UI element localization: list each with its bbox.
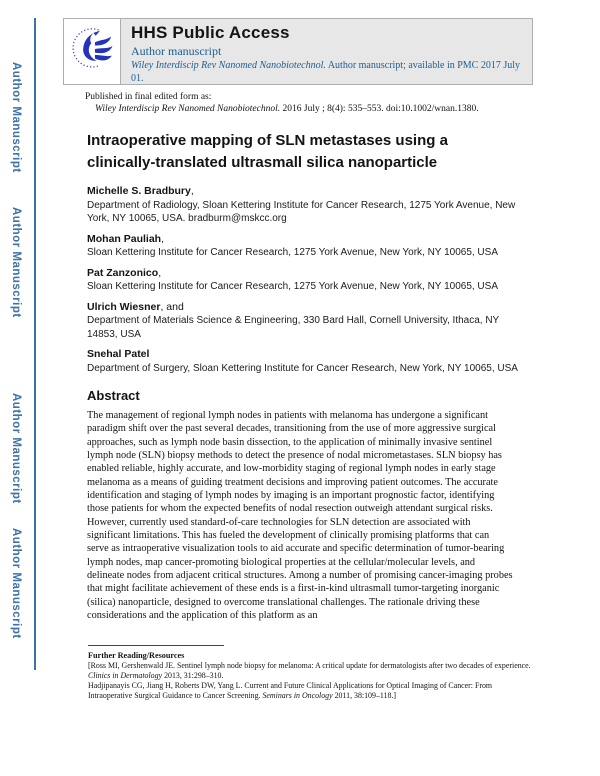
author-block — [87, 267, 527, 294]
author-affiliation: Department of Surgery, Sloan Kettering Institute for Cancer Research, New York, NY 10065, USA — [87, 362, 518, 374]
page-content — [63, 0, 533, 623]
banner-availability: Author manuscript; available in PMC 2017 July 01. — [131, 60, 521, 84]
author-name — [87, 267, 527, 281]
sidebar-divider-line — [34, 18, 36, 670]
published-as-block — [85, 91, 533, 115]
footnote-block — [88, 645, 533, 701]
hhs-logo-box — [64, 19, 121, 84]
article-title: Intraoperative mapping of SLN metastases using a clinically-translated ultrasmall silica nanoparticle — [87, 132, 448, 171]
author-name-suffix: , — [158, 266, 162, 279]
author-name — [87, 185, 527, 199]
author-affiliation: Sloan Kettering Institute for Cancer Research, 1275 York Avenue, New York, NY 10065, USA — [87, 281, 498, 292]
author-name-suffix: , — [190, 185, 194, 197]
author-affiliation: Department of Radiology, Sloan Kettering Institute for Cancer Research, 1275 York Avenue, New York, NY 10065, USA. bradburm@mskcc.org — [87, 199, 516, 224]
reference-2-details: 2011, 38:109–118.] — [332, 691, 397, 700]
author-name-suffix: , — [161, 232, 165, 245]
published-as-label: Published in final edited form as: — [85, 92, 212, 102]
reference-1-details: 2013, 31:298–310. — [162, 671, 224, 680]
footnote-heading: Further Reading/Resources — [88, 651, 185, 660]
sidebar-watermark-4: Author Manuscript — [10, 528, 22, 639]
hhs-eagle-icon — [70, 22, 114, 81]
banner-text — [121, 19, 532, 84]
reference-2-text: Hadjipanayis CG, Jiang H, Roberts DW, Yang L. Current and Future Clinical Applications for Optical Imaging of Cancer: From Intraoperative Surgical Guidance to Cancer Screening. — [88, 681, 493, 700]
banner-title: HHS Public Access — [131, 23, 290, 42]
citation-details: 2016 July ; 8(4): 535–553. doi:10.1002/wnan.1380. — [280, 104, 479, 114]
citation-line — [95, 103, 533, 115]
author-block — [87, 233, 527, 260]
reference-1-text: [Ross MI, Gershenwald JE. Sentinel lymph node biopsy for melanoma: A critical update for dermatologists after two decades of experience. — [88, 661, 531, 670]
author-name-suffix: , and — [160, 300, 184, 313]
abstract-text: The management of regional lymph nodes in patients with melanoma has undergone a significant paradigm shift over the past several decades, transitioning from the use of more aggressive surgical approaches, such as lymph node basin dissection, to the application of minimally invasive sentinel lymph node (SLN) biopsy methods to detect the presence of nodal micrometastases. SLN biopsy has enabled reliable, highly accurate, and low-morbidity staging of regional lymph nodes in early stage melanoma as a means of guiding treatment decisions and improving patient outcomes. The accurate identification and staging of lymph nodes by imaging is an important prognostic factor, identifying those patients for whom the expected benefits of nodal resection outweigh attendant surgical risks. However, currently used standard-of-care technologies for SLN detection are associated with significant limitations. This has fueled the development of clinically promising platforms that can serve as intraoperative visualization tools to aid accurate and specific determination of tumor-bearing lymph nodes, map cancer-promoting biological properties at the cellular/molecular levels, and delineate nodes from adjacent critical structures. Among a number of promising cancer-imaging probes that might facilitate achievement of these ends is a first-in-kind ultrasmall tumor-targeting inorganic (silica) nanoparticle, designed to overcome translational challenges. The rationale driving these considerations and the application of this platform as an — [87, 410, 513, 622]
sidebar-watermark-1: Author Manuscript — [10, 62, 22, 173]
author-name-text: Snehal Patel — [87, 348, 150, 360]
author-name-text: Pat Zanzonico — [87, 266, 159, 279]
author-block — [87, 301, 527, 342]
author-name-text: Michelle S. Bradbury — [87, 185, 191, 197]
author-list — [87, 185, 527, 375]
banner-journal-name: Wiley Interdiscip Rev Nanomed Nanobiotechnol. — [131, 60, 326, 71]
abstract-heading: Abstract — [87, 388, 140, 403]
sidebar-watermark-3: Author Manuscript — [10, 393, 22, 504]
banner-citation — [131, 60, 522, 84]
footnote-references — [88, 661, 533, 701]
author-affiliation: Sloan Kettering Institute for Cancer Research, 1275 York Avenue, New York, NY 10065, USA — [87, 247, 498, 258]
citation-journal-name: Wiley Interdiscip Rev Nanomed Nanobiotechnol. — [95, 104, 281, 114]
author-name — [87, 233, 527, 247]
author-affiliation: Department of Materials Science & Engineering, 330 Bard Hall, Cornell University, Ithaca, NY 14853, USA — [87, 315, 500, 340]
author-name-text: Ulrich Wiesner — [87, 300, 161, 313]
reference-2-journal: Seminars in Oncology — [262, 691, 333, 700]
author-name-text: Mohan Pauliah — [87, 232, 162, 245]
banner-subtitle: Author manuscript — [131, 44, 222, 58]
author-name — [87, 348, 527, 362]
reference-1-journal: Clinics in Dermatology — [88, 671, 163, 680]
author-block — [87, 348, 527, 375]
author-block — [87, 185, 527, 226]
author-name — [87, 301, 527, 315]
hhs-banner — [63, 18, 533, 85]
sidebar-watermark-2: Author Manuscript — [10, 207, 22, 318]
footnote-divider — [88, 645, 224, 646]
